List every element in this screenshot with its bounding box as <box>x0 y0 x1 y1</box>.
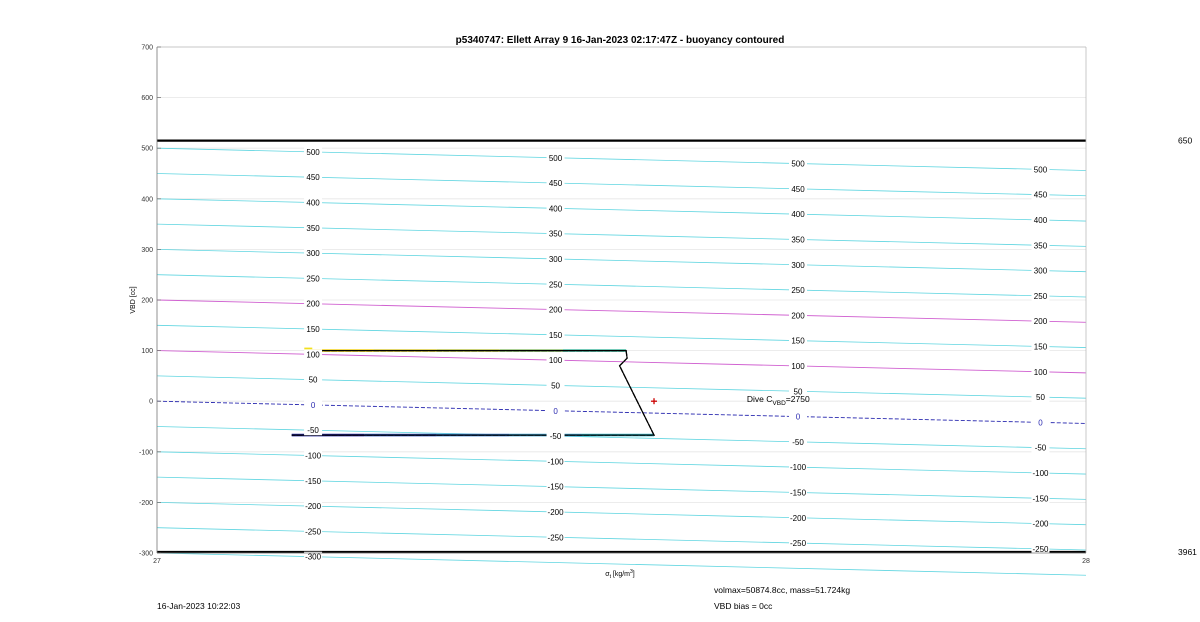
contour-label: -250 <box>790 539 807 549</box>
contour-label: 100 <box>791 361 805 371</box>
contour-line <box>157 376 1086 398</box>
contour-line <box>157 224 1086 246</box>
chart-title: p5340747: Ellett Array 9 16-Jan-2023 02:17:47Z - buoyancy contoured <box>455 35 785 46</box>
contour-label: 150 <box>791 336 805 346</box>
contour-label: -50 <box>549 432 562 442</box>
contour-line <box>157 401 1086 423</box>
contour-line <box>157 528 1086 550</box>
axes <box>139 45 1090 566</box>
contour-label: 50 <box>793 387 803 397</box>
x-tick-label: 27 <box>153 558 161 565</box>
contour-line <box>157 199 1086 221</box>
y-axis-label: VBD [cc] <box>130 286 137 314</box>
contour-label: -100 <box>790 463 807 473</box>
contour-label: 100 <box>548 356 563 366</box>
contour-label: 450 <box>548 179 563 189</box>
y-tick-label: -300 <box>138 550 153 558</box>
y-tick-label: -200 <box>138 499 153 507</box>
x-axis-label: $\sigma_t$ $[kg/m^3]$ <box>605 569 635 580</box>
contour-label: -250 <box>547 533 564 543</box>
contour-label: -50 <box>307 426 319 436</box>
contour-label: 300 <box>791 260 805 270</box>
contour-label: 300 <box>1033 266 1048 276</box>
contour-label: -100 <box>1032 468 1049 478</box>
contour-label: 0 <box>795 412 801 422</box>
contour-label: 500 <box>791 159 805 169</box>
y-tick-label: 0 <box>149 398 153 406</box>
contour-label: 50 <box>1036 393 1045 403</box>
contour-label: 250 <box>548 280 563 290</box>
contour-label: -50 <box>792 437 804 447</box>
contour-line <box>157 275 1086 297</box>
contour-label: -200 <box>547 507 564 517</box>
contour-label: -200 <box>1032 519 1049 529</box>
contour-label: -100 <box>305 451 322 461</box>
contour-label: 400 <box>1033 215 1048 225</box>
contour-label: 500 <box>1033 165 1048 175</box>
contour-label: -100 <box>547 457 564 467</box>
contour-line <box>157 477 1086 499</box>
contour-label: 250 <box>791 286 805 296</box>
contour-label: 500 <box>306 147 320 157</box>
contour-label: 400 <box>791 210 805 220</box>
contour-label: 150 <box>548 330 563 340</box>
contour-line <box>157 427 1086 449</box>
contour-label: 350 <box>548 229 563 239</box>
contour-label: 200 <box>306 299 320 309</box>
dive-cvbd-annotation: Dive $C_{VBD}=2750$ <box>746 394 810 408</box>
dive-path-layer <box>292 348 657 436</box>
contour-label: 50 <box>551 381 560 391</box>
contour-label: -150 <box>1032 494 1049 504</box>
contour-label: 50 <box>308 375 318 385</box>
contour-label: 0 <box>1038 418 1043 428</box>
contour-label: 200 <box>1033 317 1048 327</box>
volmax-mass-text: volmax=50874.8cc, mass=51.724kg <box>714 585 851 595</box>
max-vbd-label: 650 <box>1178 135 1193 146</box>
y-tick-label: 700 <box>141 44 153 52</box>
timestamp-text: 16-Jan-2023 10:22:03 <box>157 601 241 611</box>
contour-label: 450 <box>306 173 320 183</box>
contour-label: 450 <box>791 184 805 194</box>
contour-label: 300 <box>306 249 320 259</box>
contour-label: 350 <box>791 235 805 245</box>
contour-line <box>157 174 1086 196</box>
contour-label: 100 <box>306 350 320 360</box>
contour-label: 0 <box>310 400 316 410</box>
contour-label: 200 <box>548 305 563 315</box>
dive-path <box>292 351 654 436</box>
contour-label: 400 <box>306 198 320 208</box>
y-tick-label: 500 <box>141 145 153 153</box>
contour-label: 150 <box>1033 342 1048 352</box>
grid-lines <box>157 47 1086 553</box>
contour-label: -250 <box>1032 544 1049 554</box>
contour-label: 200 <box>791 311 805 321</box>
min-vbd-label: 3961 <box>1178 546 1197 557</box>
contour-label: -50 <box>1034 443 1047 453</box>
contour-label: -250 <box>305 527 322 537</box>
contour-label: 250 <box>306 274 320 284</box>
contour-label: -200 <box>790 513 807 523</box>
contour-label: 150 <box>306 325 320 335</box>
contour-label: 300 <box>548 254 563 264</box>
contour-label: 350 <box>1033 241 1048 251</box>
contour-line <box>157 148 1086 170</box>
contour-label: 250 <box>1033 291 1048 301</box>
y-tick-label: 100 <box>141 348 153 356</box>
contour-label: 500 <box>548 153 563 163</box>
x-tick-label: 28 <box>1082 558 1090 565</box>
contour-labels <box>304 147 1049 562</box>
y-tick-label: -100 <box>138 449 153 457</box>
contour-line <box>157 300 1086 322</box>
contour-label: 400 <box>548 204 563 214</box>
contour-label: -150 <box>790 488 807 498</box>
contour-lines <box>157 148 1086 575</box>
contour-line <box>157 502 1086 524</box>
contour-label: -200 <box>305 502 322 512</box>
contour-label: -150 <box>547 482 564 492</box>
y-tick-label: 400 <box>141 196 153 204</box>
contour-label: 100 <box>1033 367 1048 377</box>
contour-line <box>157 452 1086 474</box>
contour-line <box>157 325 1086 347</box>
contour-label: -150 <box>305 476 322 486</box>
y-tick-label: 600 <box>141 95 153 103</box>
contour-label: 350 <box>306 223 320 233</box>
vbd-bias-text: VBD bias = 0cc <box>714 601 773 611</box>
dive-path-outline <box>292 351 654 436</box>
contour-label: 0 <box>553 406 558 416</box>
contour-label: -300 <box>305 552 322 562</box>
y-tick-label: 200 <box>141 297 153 305</box>
contour-label: 450 <box>1033 190 1048 200</box>
y-tick-label: 300 <box>141 246 153 254</box>
contour-line <box>157 249 1086 271</box>
